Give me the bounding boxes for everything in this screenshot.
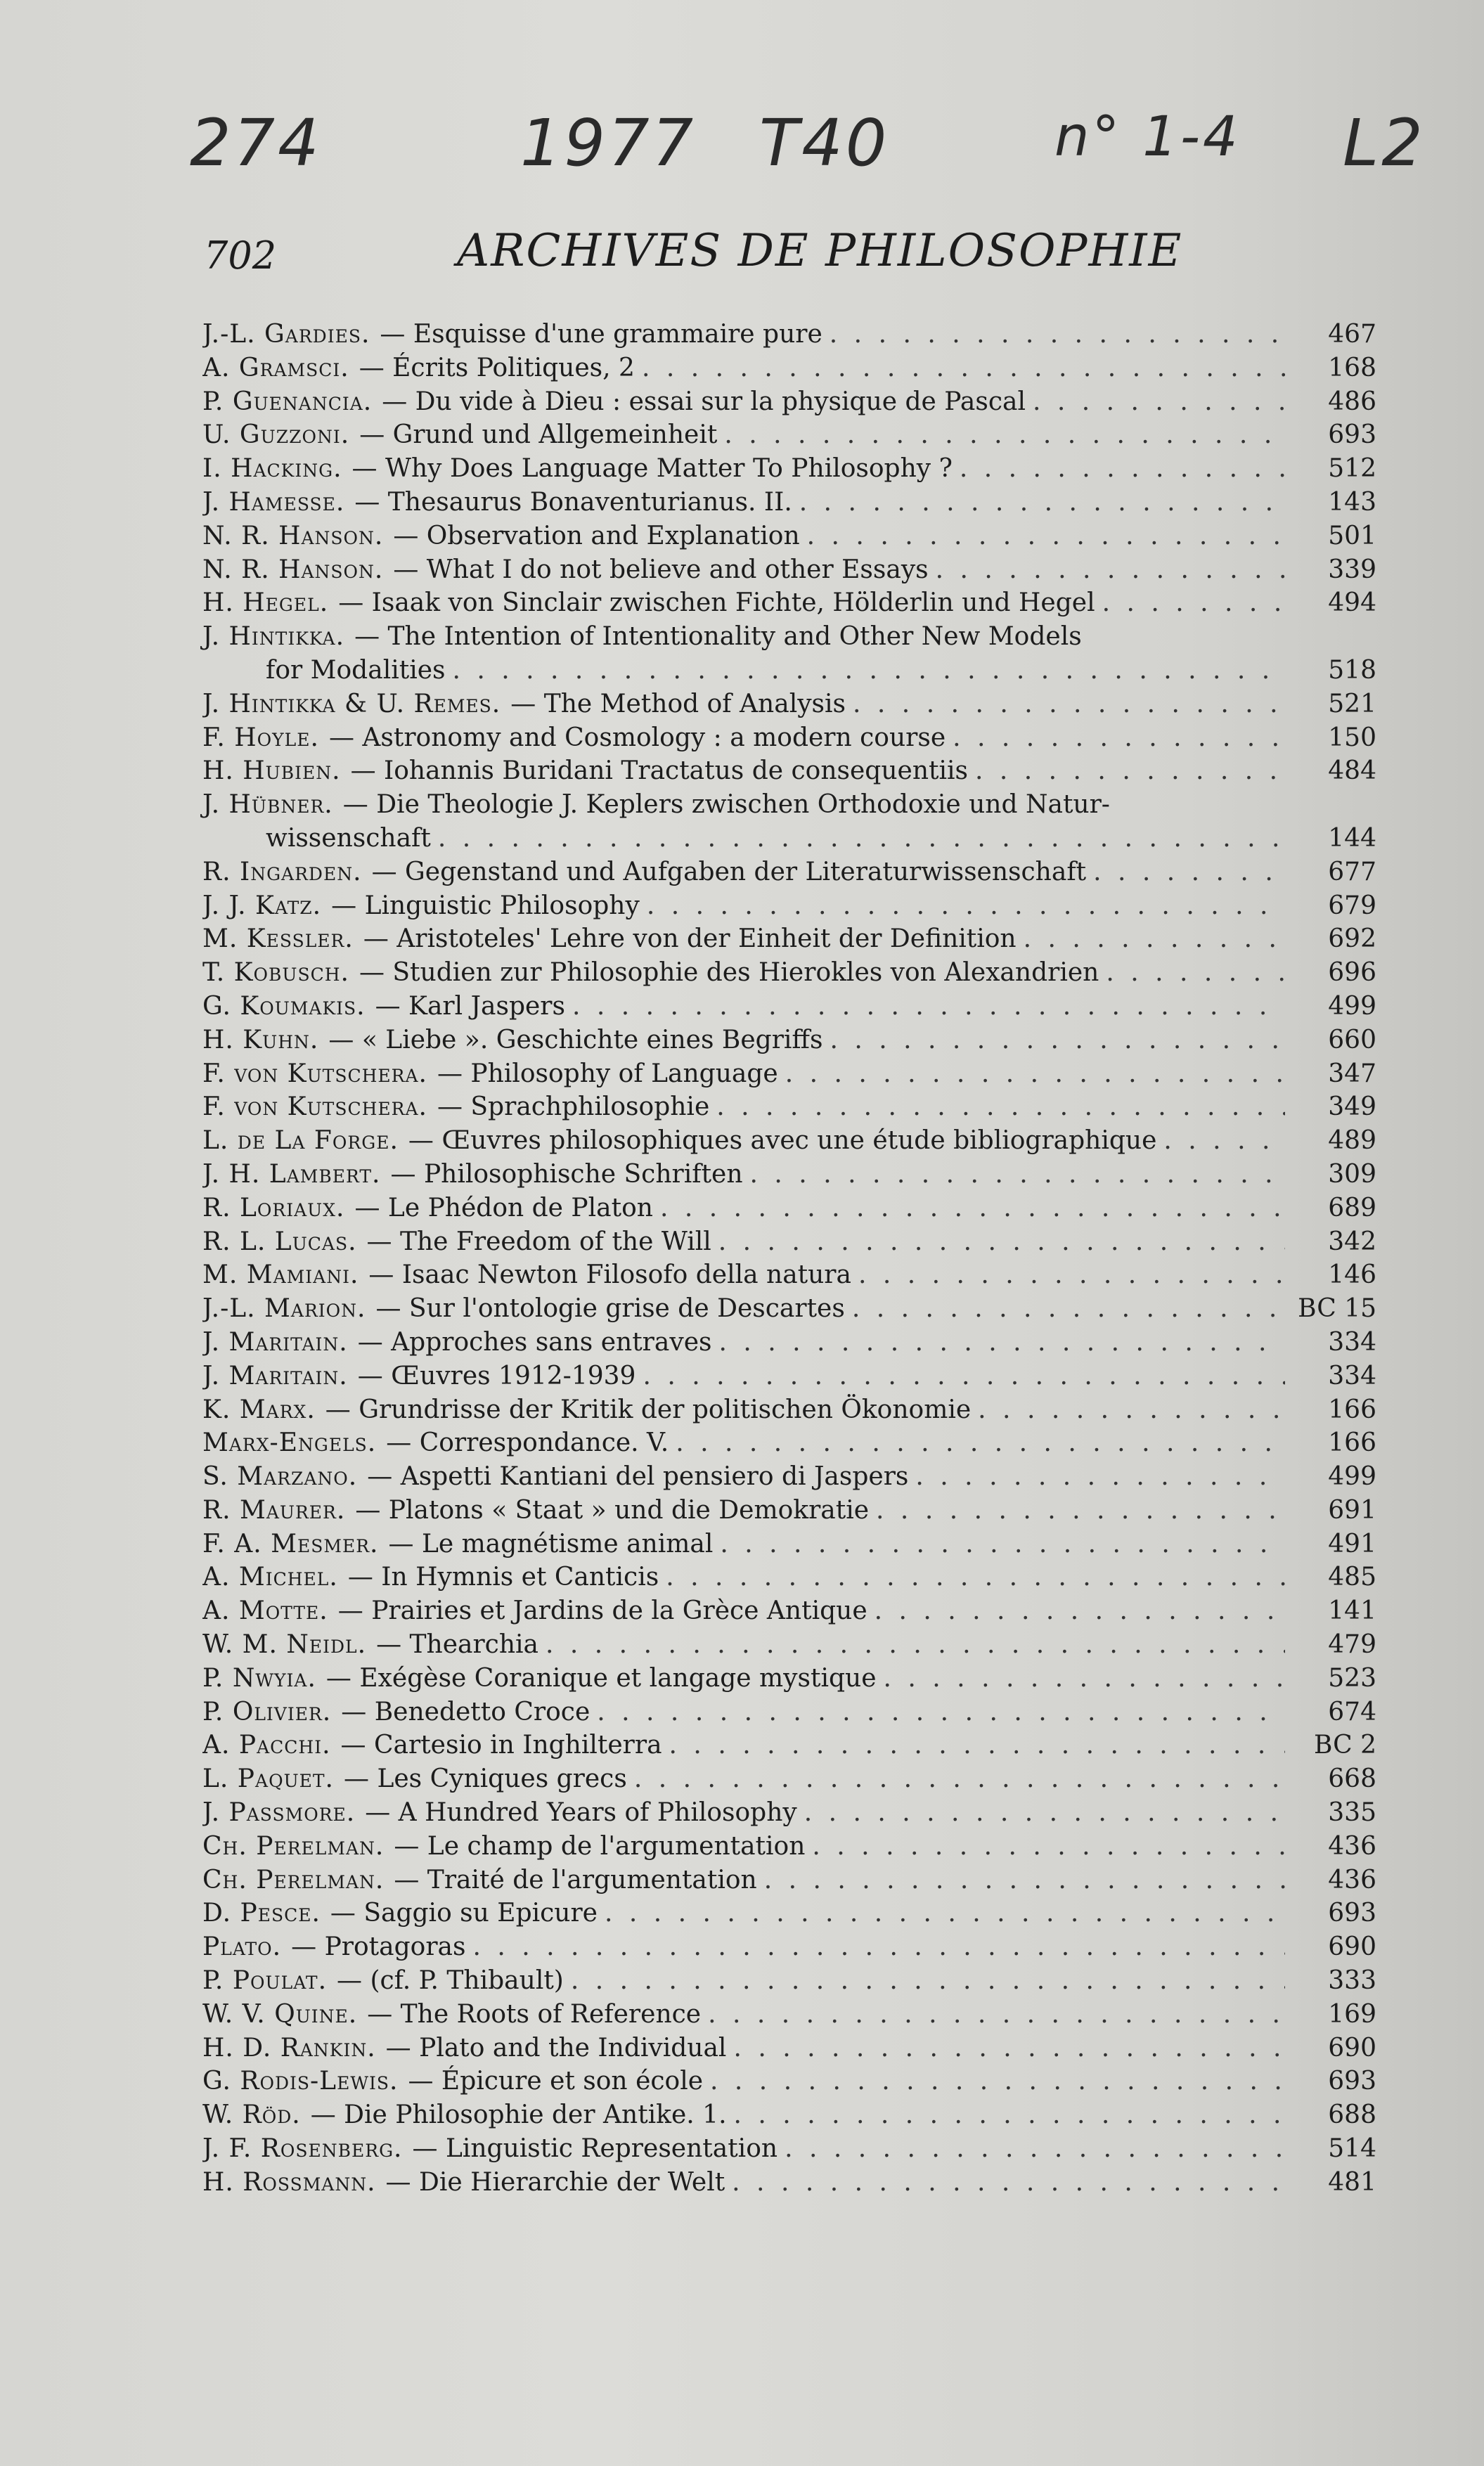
entry-title: — The Freedom of the Will bbox=[366, 1227, 711, 1256]
entry-title: — Sprachphilosophie bbox=[437, 1092, 710, 1122]
entry-title: — Isaak von Sinclair zwischen Fichte, Hölderlin und Hegel bbox=[338, 588, 1095, 618]
entry-author: M. Mamiani. bbox=[202, 1260, 359, 1290]
entry-page: 521 bbox=[1328, 689, 1376, 718]
index-entry bbox=[202, 1426, 1376, 1460]
index-entry bbox=[202, 586, 1376, 620]
index-entry bbox=[202, 1729, 1376, 1762]
dot-leader bbox=[830, 318, 1285, 351]
entry-page: 690 bbox=[1328, 2033, 1376, 2062]
entry-page: 688 bbox=[1328, 2100, 1376, 2130]
entry-author: J. Passmore. bbox=[202, 1798, 356, 1828]
entry-title: — Aspetti Kantiani del pensiero di Jaspers bbox=[367, 1462, 909, 1492]
entry-author: J. J. Katz. bbox=[202, 891, 322, 920]
dot-leader bbox=[643, 1360, 1285, 1393]
index-entry bbox=[202, 1090, 1376, 1124]
entry-title: — Cartesio in Inghilterra bbox=[340, 1731, 662, 1760]
entry-page: 141 bbox=[1328, 1596, 1376, 1626]
journal-title: ARCHIVES DE PHILOSOPHIE bbox=[457, 225, 1183, 277]
entry-page: 693 bbox=[1328, 420, 1376, 450]
index-entry bbox=[202, 351, 1376, 385]
index-entry bbox=[202, 956, 1376, 990]
dot-leader bbox=[734, 2098, 1285, 2132]
entry-title: — Platons « Staat » und die Demokratie bbox=[355, 1495, 870, 1525]
entry-title: — Approches sans entraves bbox=[357, 1327, 712, 1357]
entry-title: — Benedetto Croce bbox=[341, 1697, 591, 1726]
dot-leader bbox=[732, 2166, 1285, 2200]
entry-title: — The Roots of Reference bbox=[367, 1999, 702, 2029]
dot-leader bbox=[660, 1192, 1285, 1225]
dot-leader bbox=[718, 1326, 1285, 1360]
entry-author: W. M. Neidl. bbox=[202, 1630, 367, 1660]
dot-leader bbox=[853, 687, 1285, 721]
index-entry bbox=[202, 990, 1376, 1024]
entry-title: — Thearchia bbox=[376, 1630, 539, 1660]
entry-page: 347 bbox=[1328, 1059, 1376, 1088]
entry-page: 690 bbox=[1328, 1932, 1376, 1962]
index-entry bbox=[202, 1796, 1376, 1830]
index-entry bbox=[202, 1594, 1376, 1628]
index-entry bbox=[202, 486, 1376, 519]
entry-author: R. Loriaux. bbox=[202, 1193, 345, 1222]
entry-author: A. Pacchi. bbox=[202, 1731, 331, 1760]
entry-author: H. Kuhn. bbox=[202, 1025, 319, 1054]
entry-page: BC 15 bbox=[1298, 1294, 1376, 1324]
entry-author: J. Maritain. bbox=[202, 1361, 348, 1390]
index-entry bbox=[202, 1158, 1376, 1192]
entry-author: A. Gramsci. bbox=[202, 353, 349, 382]
entry-author: J. Hübner. bbox=[202, 790, 333, 820]
entry-page: 499 bbox=[1328, 991, 1376, 1021]
entry-title: — Plato and the Individual bbox=[385, 2033, 727, 2062]
entry-title: — Why Does Language Matter To Philosophy ? bbox=[351, 454, 953, 484]
entry-title: — Traité de l'argumentation bbox=[394, 1865, 757, 1894]
dot-leader bbox=[875, 1594, 1285, 1628]
entry-title: — Linguistic Representation bbox=[412, 2134, 778, 2164]
index-entry bbox=[202, 788, 1376, 856]
index-entry bbox=[202, 1460, 1376, 1494]
entry-title: — Exégèse Coranique et langage mystique bbox=[325, 1663, 877, 1693]
entry-author: M. Kessler. bbox=[202, 924, 354, 954]
entry-title: — Gegenstand und Aufgaben der Literaturwissenschaft bbox=[371, 857, 1087, 886]
entry-title: — Linguistic Philosophy bbox=[331, 891, 640, 920]
entry-page: 333 bbox=[1328, 1966, 1376, 1996]
index-entry bbox=[202, 418, 1376, 452]
index-entry bbox=[202, 1024, 1376, 1057]
handwritten-number: 274 bbox=[190, 105, 322, 181]
entry-author: U. Guzzoni. bbox=[202, 420, 350, 450]
entry-title: — Karl Jaspers bbox=[375, 991, 565, 1021]
entry-page: 467 bbox=[1328, 320, 1376, 349]
entry-page: 168 bbox=[1328, 353, 1376, 382]
entry-title: — Œuvres 1912-1939 bbox=[357, 1361, 636, 1390]
entry-page: 674 bbox=[1328, 1697, 1376, 1726]
index-entry bbox=[202, 2032, 1376, 2065]
index-entry bbox=[202, 1998, 1376, 2032]
dot-leader bbox=[571, 1964, 1285, 1998]
index-entry bbox=[202, 1864, 1376, 1897]
entry-author: J. F. Rosenberg. bbox=[202, 2134, 403, 2164]
entry-author: F. von Kutschera. bbox=[202, 1092, 427, 1122]
entry-title: — Le champ de l'argumentation bbox=[394, 1831, 806, 1861]
page-number: 702 bbox=[204, 233, 277, 278]
dot-leader bbox=[634, 1762, 1285, 1796]
index-entry bbox=[202, 553, 1376, 587]
index-entry bbox=[202, 1494, 1376, 1528]
dot-leader bbox=[750, 1158, 1285, 1192]
entry-title: — Œuvres philosophiques avec une étude bibliographique bbox=[408, 1126, 1157, 1156]
entry-page: 696 bbox=[1328, 958, 1376, 988]
index-entry bbox=[202, 1225, 1376, 1259]
entry-page: 342 bbox=[1328, 1227, 1376, 1256]
entry-author: H. Rossmann. bbox=[202, 2167, 376, 2197]
entry-title: — Studien zur Philosophie des Hierokles von Alexandrien bbox=[359, 958, 1099, 988]
entry-author: T. Kobusch. bbox=[202, 958, 349, 988]
dot-leader bbox=[716, 1090, 1285, 1124]
entry-title: — (cf. P. Thibault) bbox=[337, 1966, 564, 1996]
dot-leader bbox=[720, 1528, 1285, 1561]
entry-page: 514 bbox=[1328, 2134, 1376, 2164]
dot-leader bbox=[718, 1225, 1285, 1259]
entry-page: 479 bbox=[1328, 1630, 1376, 1660]
entry-author: J. Hintikka & U. Remes. bbox=[202, 689, 501, 718]
entry-page: 494 bbox=[1328, 588, 1376, 618]
index-entry bbox=[202, 318, 1376, 351]
entry-title: — Astronomy and Cosmology : a modern course bbox=[328, 723, 946, 752]
book-index-list bbox=[202, 318, 1376, 2200]
dot-leader bbox=[785, 1057, 1285, 1091]
index-entry bbox=[202, 1528, 1376, 1561]
entry-title: — A Hundred Years of Philosophy bbox=[365, 1798, 797, 1828]
entry-page: 693 bbox=[1328, 1899, 1376, 1928]
entry-title: — Die Theologie J. Keplers zwischen Orthodoxie und Natur- bbox=[342, 790, 1110, 820]
dot-leader bbox=[647, 889, 1285, 923]
entry-page: 484 bbox=[1328, 756, 1376, 786]
dot-leader bbox=[807, 519, 1285, 553]
entry-page: 523 bbox=[1328, 1663, 1376, 1693]
index-entry bbox=[202, 2098, 1376, 2132]
handwritten-catalog-note bbox=[190, 105, 1469, 183]
entry-title: — The Method of Analysis bbox=[510, 689, 846, 718]
entry-page: 485 bbox=[1328, 1563, 1376, 1592]
entry-page: 339 bbox=[1328, 555, 1376, 584]
entry-author: A. Michel. bbox=[202, 1563, 338, 1592]
entry-author: Plato. bbox=[202, 1932, 282, 1962]
index-entry bbox=[202, 2065, 1376, 2098]
dot-leader bbox=[642, 351, 1285, 385]
entry-page: 334 bbox=[1328, 1361, 1376, 1390]
entry-page: BC 2 bbox=[1313, 1731, 1376, 1760]
entry-title-continuation: for Modalities bbox=[266, 655, 446, 685]
entry-page: 677 bbox=[1328, 857, 1376, 886]
entry-title: — Épicure et son école bbox=[408, 2067, 704, 2096]
index-entry bbox=[202, 1057, 1376, 1091]
entry-page: 693 bbox=[1328, 2067, 1376, 2096]
dot-leader bbox=[597, 1696, 1285, 1729]
entry-title: — Protagoras bbox=[291, 1932, 466, 1962]
index-entry bbox=[202, 687, 1376, 721]
index-entry bbox=[202, 1124, 1376, 1158]
dot-leader bbox=[978, 1393, 1285, 1427]
dot-leader bbox=[1163, 1124, 1285, 1158]
entry-title: — Correspondance. V. bbox=[386, 1428, 669, 1458]
entry-author: H. Hubien. bbox=[202, 756, 341, 786]
entry-author: L. Paquet. bbox=[202, 1764, 335, 1794]
dot-leader bbox=[733, 2032, 1285, 2065]
entry-author: J.-L. Gardies. bbox=[202, 320, 370, 349]
entry-page: 689 bbox=[1328, 1193, 1376, 1222]
entry-author: Ch. Perelman. bbox=[202, 1831, 385, 1861]
entry-title: — Philosophy of Language bbox=[437, 1059, 778, 1088]
entry-title: — Le magnétisme animal bbox=[388, 1529, 714, 1558]
entry-title: — Grundrisse der Kritik der politischen Ökonomie bbox=[325, 1395, 972, 1424]
dot-leader bbox=[953, 721, 1285, 755]
entry-author: F. Hoyle. bbox=[202, 723, 319, 752]
index-entry bbox=[202, 1360, 1376, 1393]
index-entry bbox=[202, 620, 1376, 687]
dot-leader bbox=[710, 2065, 1285, 2098]
entry-page: 499 bbox=[1328, 1462, 1376, 1492]
index-entry bbox=[202, 1696, 1376, 1729]
index-entry bbox=[202, 1561, 1376, 1594]
index-entry bbox=[202, 1292, 1376, 1326]
entry-page: 481 bbox=[1328, 2167, 1376, 2197]
entry-page: 501 bbox=[1328, 521, 1376, 550]
entry-title: — Iohannis Buridani Tractatus de consequentiis bbox=[350, 756, 968, 786]
dot-leader bbox=[452, 654, 1285, 687]
index-entry bbox=[202, 1662, 1376, 1696]
entry-author: W. V. Quine. bbox=[202, 1999, 358, 2029]
entry-page: 486 bbox=[1328, 387, 1376, 416]
entry-author: J.-L. Marion. bbox=[202, 1294, 366, 1324]
entry-author: H. D. Rankin. bbox=[202, 2033, 376, 2062]
dot-leader bbox=[724, 418, 1285, 452]
entry-author: J. H. Lambert. bbox=[202, 1159, 381, 1189]
dot-leader bbox=[605, 1897, 1285, 1930]
entry-title: — What I do not believe and other Essays bbox=[393, 555, 929, 584]
entry-author: G. Koumakis. bbox=[202, 991, 366, 1021]
index-entry bbox=[202, 1258, 1376, 1292]
entry-page: 692 bbox=[1328, 924, 1376, 954]
dot-leader bbox=[975, 754, 1285, 788]
index-entry bbox=[202, 922, 1376, 956]
dot-leader bbox=[1093, 856, 1285, 889]
entry-author: A. Motte. bbox=[202, 1596, 328, 1626]
dot-leader bbox=[676, 1426, 1285, 1460]
entry-author: R. L. Lucas. bbox=[202, 1227, 357, 1256]
entry-page: 166 bbox=[1328, 1428, 1376, 1458]
entry-author: R. Ingarden. bbox=[202, 857, 362, 886]
handwritten-volume: T40 bbox=[759, 105, 890, 181]
entry-author: Ch. Perelman. bbox=[202, 1865, 385, 1894]
entry-page: 150 bbox=[1328, 723, 1376, 752]
entry-title: — Esquisse d'une grammaire pure bbox=[380, 320, 822, 349]
index-entry bbox=[202, 1964, 1376, 1998]
index-entry bbox=[202, 856, 1376, 889]
dot-leader bbox=[936, 553, 1285, 587]
index-entry bbox=[202, 889, 1376, 923]
index-entry bbox=[202, 2132, 1376, 2166]
index-entry bbox=[202, 385, 1376, 419]
entry-title: — In Hymnis et Canticis bbox=[347, 1563, 659, 1592]
entry-page: 335 bbox=[1328, 1798, 1376, 1828]
entry-author: P. Olivier. bbox=[202, 1697, 332, 1726]
entry-title: — Écrits Politiques, 2 bbox=[359, 353, 635, 382]
index-entry bbox=[202, 1192, 1376, 1225]
dot-leader bbox=[669, 1729, 1285, 1762]
dot-leader bbox=[572, 990, 1285, 1024]
entry-page: 691 bbox=[1328, 1495, 1376, 1525]
entry-author: W. Röd. bbox=[202, 2100, 301, 2130]
entry-page: 166 bbox=[1328, 1395, 1376, 1424]
index-entry bbox=[202, 1930, 1376, 1964]
entry-page: 512 bbox=[1328, 454, 1376, 484]
entry-author: N. R. Hanson. bbox=[202, 555, 384, 584]
entry-author: F. A. Mesmer. bbox=[202, 1529, 379, 1558]
index-entry bbox=[202, 1326, 1376, 1360]
dot-leader bbox=[546, 1628, 1285, 1662]
dot-leader bbox=[438, 822, 1285, 856]
dot-leader bbox=[915, 1460, 1285, 1494]
entry-title: — Thesaurus Bonaventurianus. II. bbox=[354, 487, 792, 517]
entry-author: K. Marx. bbox=[202, 1395, 316, 1424]
entry-title: — The Intention of Intentionality and Other New Models bbox=[354, 622, 1082, 652]
index-entry bbox=[202, 1762, 1376, 1796]
entry-page: 309 bbox=[1328, 1159, 1376, 1189]
entry-page: 668 bbox=[1328, 1764, 1376, 1794]
index-entry bbox=[202, 1897, 1376, 1930]
entry-author: J. Hintikka. bbox=[202, 622, 345, 652]
entry-author: P. Poulat. bbox=[202, 1966, 328, 1996]
entry-page: 436 bbox=[1328, 1831, 1376, 1861]
entry-author: R. Maurer. bbox=[202, 1495, 346, 1525]
entry-title: — Aristoteles' Lehre von der Einheit der Definition bbox=[363, 924, 1017, 954]
entry-author: J. Hamesse. bbox=[202, 487, 345, 517]
entry-page: 144 bbox=[1328, 823, 1376, 853]
entry-title: — Die Philosophie der Antike. 1. bbox=[310, 2100, 727, 2130]
entry-author: D. Pesce. bbox=[202, 1899, 321, 1928]
entry-page: 146 bbox=[1328, 1260, 1376, 1290]
index-entry bbox=[202, 1628, 1376, 1662]
dot-leader bbox=[472, 1930, 1285, 1964]
entry-title: — Les Cyniques grecs bbox=[344, 1764, 627, 1794]
entry-title: — Saggio su Epicure bbox=[330, 1899, 598, 1928]
entry-author: I. Hacking. bbox=[202, 454, 342, 484]
dot-leader bbox=[812, 1830, 1285, 1864]
entry-title: — Du vide à Dieu : essai sur la physique de Pascal bbox=[382, 387, 1026, 416]
dot-leader bbox=[666, 1561, 1285, 1594]
entry-page: 143 bbox=[1328, 487, 1376, 517]
index-entry bbox=[202, 754, 1376, 788]
entry-page: 660 bbox=[1328, 1025, 1376, 1054]
dot-leader bbox=[858, 1258, 1285, 1292]
dot-leader bbox=[804, 1796, 1285, 1830]
dot-leader bbox=[799, 486, 1285, 519]
entry-author: N. R. Hanson. bbox=[202, 521, 384, 550]
entry-title: — Philosophische Schriften bbox=[390, 1159, 743, 1189]
dot-leader bbox=[852, 1292, 1285, 1326]
entry-page: 349 bbox=[1328, 1092, 1376, 1122]
entry-title: — « Liebe ». Geschichte eines Begriffs bbox=[328, 1025, 823, 1054]
dot-leader bbox=[785, 2132, 1285, 2166]
entry-page: 334 bbox=[1328, 1327, 1376, 1357]
entry-author: F. von Kutschera. bbox=[202, 1059, 427, 1088]
entry-author: Marx-Engels. bbox=[202, 1428, 377, 1458]
entry-author: H. Hegel. bbox=[202, 588, 329, 618]
dot-leader bbox=[830, 1024, 1285, 1057]
entry-author: P. Nwyia. bbox=[202, 1663, 316, 1693]
entry-title: — Observation and Explanation bbox=[393, 521, 800, 550]
entry-author: S. Marzano. bbox=[202, 1462, 358, 1492]
entry-title: — Sur l'ontologie grise de Descartes bbox=[375, 1294, 845, 1324]
entry-title-continuation: wissenschaft bbox=[266, 823, 431, 853]
dot-leader bbox=[1106, 956, 1285, 990]
entry-page: 489 bbox=[1328, 1126, 1376, 1156]
index-entry bbox=[202, 519, 1376, 553]
dot-leader bbox=[960, 452, 1285, 486]
entry-page: 518 bbox=[1328, 655, 1376, 685]
dot-leader bbox=[876, 1494, 1285, 1528]
dot-leader bbox=[764, 1864, 1285, 1897]
index-entry bbox=[202, 452, 1376, 486]
index-entry bbox=[202, 1393, 1376, 1427]
dot-leader bbox=[708, 1998, 1285, 2032]
entry-author: J. Maritain. bbox=[202, 1327, 348, 1357]
entry-title: — Le Phédon de Platon bbox=[354, 1193, 653, 1222]
handwritten-code: L2 bbox=[1343, 105, 1426, 181]
entry-title: — Grund und Allgemeinheit bbox=[359, 420, 718, 450]
dot-leader bbox=[1102, 586, 1285, 620]
entry-title: — Isaac Newton Filosofo della natura bbox=[368, 1260, 851, 1290]
handwritten-issue: n° 1-4 bbox=[1054, 105, 1241, 169]
dot-leader bbox=[1024, 922, 1285, 956]
entry-author: L. de La Forge. bbox=[202, 1126, 399, 1156]
entry-title: — Die Hierarchie der Welt bbox=[385, 2167, 725, 2197]
entry-page: 169 bbox=[1328, 1999, 1376, 2029]
entry-page: 436 bbox=[1328, 1865, 1376, 1894]
entry-author: G. Rodis-Lewis. bbox=[202, 2067, 399, 2096]
index-entry bbox=[202, 2166, 1376, 2200]
entry-title: — Prairies et Jardins de la Grèce Antique bbox=[337, 1596, 867, 1626]
handwritten-year: 1977 bbox=[520, 105, 697, 181]
running-head bbox=[204, 225, 1272, 288]
entry-page: 491 bbox=[1328, 1529, 1376, 1558]
index-entry bbox=[202, 721, 1376, 755]
dot-leader bbox=[1033, 385, 1285, 419]
dot-leader bbox=[884, 1662, 1285, 1696]
index-entry bbox=[202, 1830, 1376, 1864]
entry-page: 679 bbox=[1328, 891, 1376, 920]
entry-author: P. Guenancia. bbox=[202, 387, 373, 416]
